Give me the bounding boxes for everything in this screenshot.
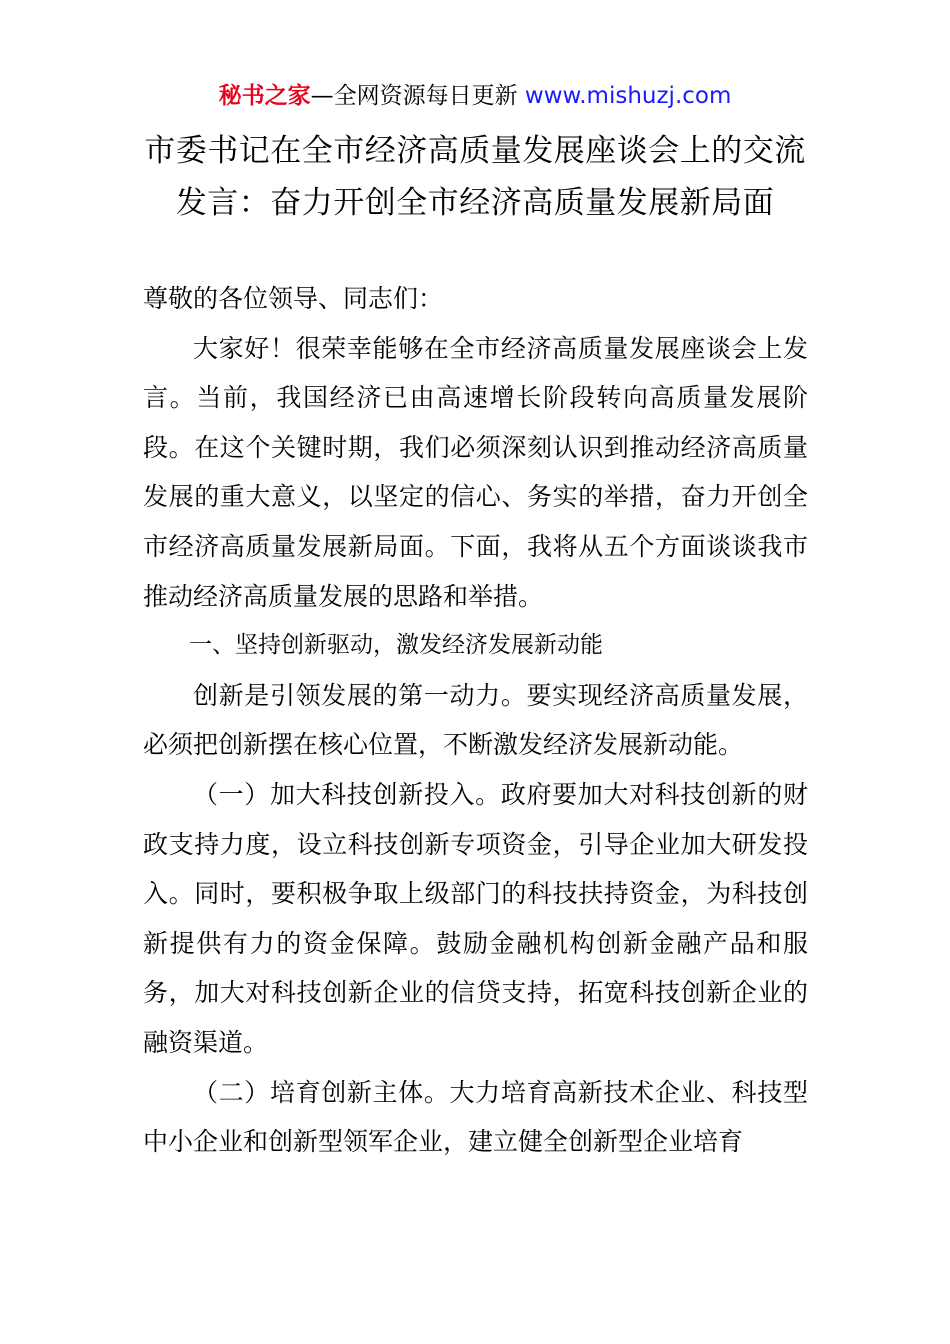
document-title: 市委书记在全市经济高质量发展座谈会上的交流发言：奋力开创全市经济高质量发展新局面 [144, 133, 806, 221]
paragraph-innovation-entities: （二）培育创新主体。大力培育高新技术企业、科技型中小企业和创新型领军企业，建立健全创新型企业培育 [143, 1077, 808, 1157]
paragraph-investment: （一）加大科技创新投入。政府要加大对科技创新的财政支持力度，设立科技创新专项资金，引导企业加大研发投入。同时，要积极争取上级部门的科技扶持资金，为科技创新提供有力的资金保障。鼓励金融机构创新金融产品和服务，加大对科技创新企业的信贷支持，拓宽科技创新企业的融资渠道。 [143, 779, 808, 1057]
salutation: 尊敬的各位领导、同志们： [143, 284, 444, 313]
brand-name: 秘书之家 [218, 83, 311, 109]
site-header [0, 80, 950, 112]
site-url-link[interactable]: www.mishuzj.com [524, 83, 732, 109]
paragraph-innovation: 创新是引领发展的第一动力。要实现经济高质量发展，必须把创新摆在核心位置，不断激发经济发展新动能。 [143, 680, 808, 760]
section-heading-1: 一、坚持创新驱动，激发经济发展新动能 [189, 632, 603, 659]
document-body [143, 274, 808, 1167]
paragraph-intro: 大家好！很荣幸能够在全市经济高质量发展座谈会上发言。当前，我国经济已由高速增长阶段转向高质量发展阶段。在这个关键时期，我们必须深刻认识到推动经济高质量发展的重大意义，以坚定的信心、务实的举措，奋力开创全市经济高质量发展新局面。下面，我将从五个方面谈谈我市推动经济高质量发展的思路和举措。 [143, 333, 808, 611]
header-tagline: —全网资源每日更新 [310, 83, 518, 109]
